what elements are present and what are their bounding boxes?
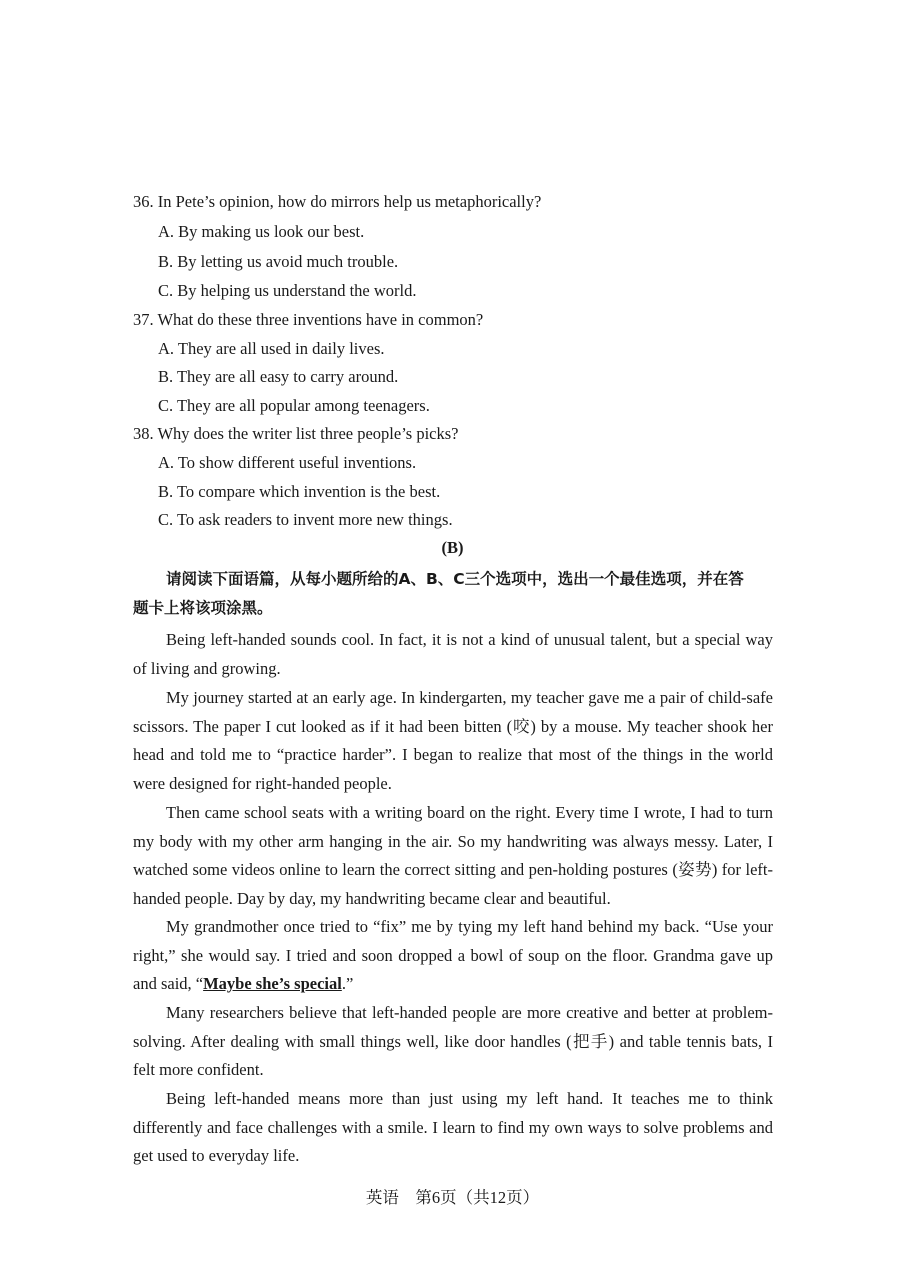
- question-38-option-a: A. To show different useful inventions.: [158, 453, 417, 472]
- question-36-stem: 36. In Pete’s opinion, how do mirrors help us metaphorically?: [133, 192, 542, 211]
- question-36-option-b: B. By letting us avoid much trouble.: [158, 252, 399, 271]
- question-38-stem: 38. Why does the writer list three people’s picks?: [133, 424, 459, 443]
- passage-paragraph-3: [133, 799, 773, 913]
- section-instruction-line1: 请阅读下面语篇，从每小题所给的A、B、C三个选项中，选出一个最佳选项，并在答: [166, 570, 744, 588]
- passage-paragraph-6: [133, 1085, 773, 1171]
- question-37-option-b: B. They are all easy to carry around.: [158, 367, 399, 386]
- question-37-option-c: C. They are all popular among teenagers.: [158, 396, 430, 415]
- passage-paragraph-4: [133, 913, 773, 999]
- underlined-phrase: Maybe she’s special: [203, 974, 342, 994]
- passage-paragraph-6-text: Being left-handed means more than just using my left hand. It teaches me to think differently and face challenges with a smile. I learn to find my own ways to solve problems and get used to everyday life.: [133, 1089, 773, 1166]
- page-footer: 英语 第6页（共12页）: [365, 1188, 540, 1207]
- question-37-option-a: A. They are all used in daily lives.: [158, 339, 385, 358]
- question-36-option-a: A. By making us look our best.: [158, 222, 365, 241]
- section-heading: (B): [441, 538, 464, 557]
- passage-paragraph-3-text: Then came school seats with a writing board on the right. Every time I wrote, I had to turn my body with my other arm hanging in the air. So my handwriting was always messy. Later, I watched some videos online to learn the correct sitting and pen-holding postures (姿势) for left-handed people. Day by day, my handwriting became clear and beautiful.: [133, 803, 773, 908]
- passage-paragraph-5-text: Many researchers believe that left-handed people are more creative and better at problem-solving. After dealing with small things well, like door handles (把手) and table tennis bats, I felt more confident.: [133, 1003, 773, 1080]
- question-37-stem: 37. What do these three inventions have in common?: [133, 310, 484, 329]
- question-36-option-c: C. By helping us understand the world.: [158, 281, 417, 300]
- question-38-option-c: C. To ask readers to invent more new things.: [158, 510, 453, 529]
- section-instruction-line2: 题卡上将该项涂黑。: [133, 599, 273, 617]
- passage-paragraph-4-end: .”: [341, 974, 354, 994]
- passage-paragraph-1: [133, 626, 773, 683]
- passage-paragraph-2-text: My journey started at an early age. In kindergarten, my teacher gave me a pair of child-safe scissors. The paper I cut looked as if it had been bitten (咬) by a mouse. My teacher shook her head and told me to “practice harder”. I began to realize that most of the things in the world were designed for right-handed people.: [133, 688, 773, 793]
- passage-paragraph-2: [133, 684, 773, 798]
- question-38-option-b: B. To compare which invention is the best.: [158, 482, 441, 501]
- passage-paragraph-5: [133, 999, 773, 1085]
- passage-paragraph-4-text: My grandmother once tried to “fix” me by tying my left hand behind my back. “Use your right,” she would say. I tried and soon dropped a bowl of soup on the floor. Grandma gave up and said, “: [133, 917, 773, 994]
- passage-paragraph-1-text: Being left-handed sounds cool. In fact, it is not a kind of unusual talent, but a special way of living and growing.: [133, 630, 773, 678]
